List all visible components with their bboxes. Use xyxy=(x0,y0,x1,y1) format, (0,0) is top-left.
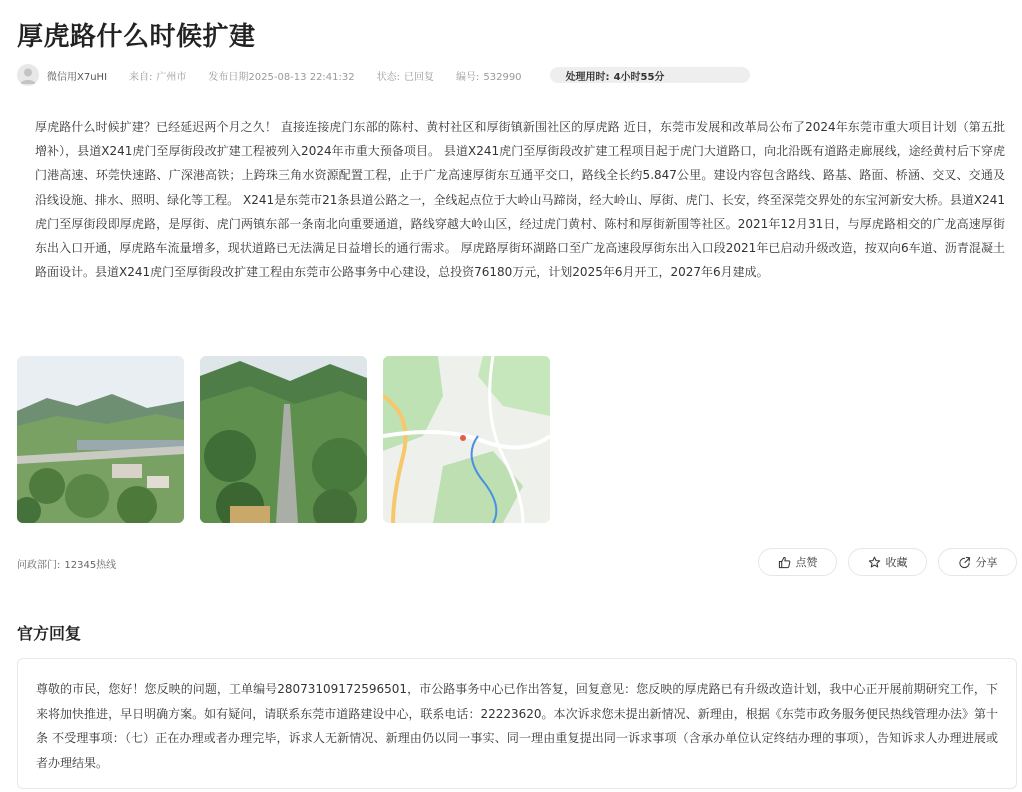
share-label: 分享 xyxy=(975,556,998,569)
action-bar xyxy=(758,548,1017,576)
star-icon xyxy=(868,556,881,569)
official-reply xyxy=(17,658,1017,789)
ticket-number: 编号: 532990 xyxy=(456,71,522,83)
reply-text: 尊敬的市民，您好！您反映的问题，工单编号28073109172596501，市公路事务中心已作出答复，回复意见：您反映的厚虎路已有升级改造计划，我中心正开展前期研究工作，下来将加快推进，早日明确方案。如有疑问，请联系东莞市道路建设中心，联系电话：22223620。本次诉求您未提出新情况、新理由，根据《东莞市政务服务便民热线管理办法》第十条 不受理事项：（七）正在办理或者办理完毕，诉求人无新情况、新理由仍以同一事实、同一理由重复提出同一诉求事项（含承办单位认定终结办理的事项），告知诉求人办理进展或者办理结果。 xyxy=(36,682,998,770)
user-avatar-icon[interactable] xyxy=(17,64,39,86)
reply-section-title: 官方回复 xyxy=(17,624,82,643)
department: 问政部门: 12345热线 xyxy=(17,560,117,571)
image-gallery xyxy=(17,356,550,523)
status: 状态: 已回复 xyxy=(376,71,434,83)
favorite-button[interactable] xyxy=(848,548,927,576)
like-button[interactable] xyxy=(758,548,837,576)
author-name[interactable]: 微信用X7uHI xyxy=(47,71,108,83)
thumbs-up-icon xyxy=(778,556,791,569)
share-button[interactable] xyxy=(938,548,1017,576)
article-body: 厚虎路什么时候扩建？已经延迟两个月之久！ 直接连接虎门东部的陈村、黄村社区和厚街镇新围社区的厚虎路 近日，东莞市发展和改革局公布了2024年东莞市重大项目计划（第五批增补），县道X241虎门至厚街段改扩建工程被列入2024年市重大预备项目。 县道X241虎门至厚街段改扩建工程项目起于虎门大道路口，向北沿既有道路走廊展线，途经黄村后下穿虎门港高速、环莞快速路、广深港高铁；上跨珠三角水资源配置工程，止于广龙高速厚街东互通平交口，路线全长约5.847公里。建设内容包含路线、路基、路面、桥涵、交叉、交通及沿线设施、排水、照明、绿化等工程。 X241是东莞市21条县道公路之一，全线起点位于大岭山马蹄岗，经大岭山、厚街、虎门、长安，终至深莞交界处的东宝河新安大桥。县道X241虎门至厚街段即厚虎路，是厚街、虎门两镇东部一条南北向重要通道，路线穿越大岭山区，经过虎门黄村、陈村和厚街新围等社区。2021年12月31日，与厚虎路相交的广龙高速厚街东出入口开通，厚虎路车流量增多，现状道路已无法满足日益增长的通行需求。 厚虎路厚街环湖路口至广龙高速段厚街东出入口段2021年已启动升级改造，按双向6车道、沥青混凝土路面设计。县道X241虎门至厚街段改扩建工程由东莞市公路事务中心建设，总投资76180万元，计划2025年6月开工，2027年6月建成。 xyxy=(35,120,1005,280)
aerial-road-photo[interactable] xyxy=(200,356,367,523)
publish-date: 发布日期2025-08-13 22:41:32 xyxy=(208,71,355,83)
source-location: 来自: 广州市 xyxy=(129,71,187,83)
processing-time-badge: 处理用时: 4小时55分 xyxy=(550,67,750,83)
favorite-label: 收藏 xyxy=(885,556,908,569)
page-title: 厚虎路什么时候扩建 xyxy=(17,22,256,52)
like-label: 点赞 xyxy=(795,556,818,569)
share-icon xyxy=(958,556,971,569)
post-meta xyxy=(17,63,750,87)
aerial-village-photo[interactable] xyxy=(17,356,184,523)
route-map[interactable] xyxy=(383,356,550,523)
